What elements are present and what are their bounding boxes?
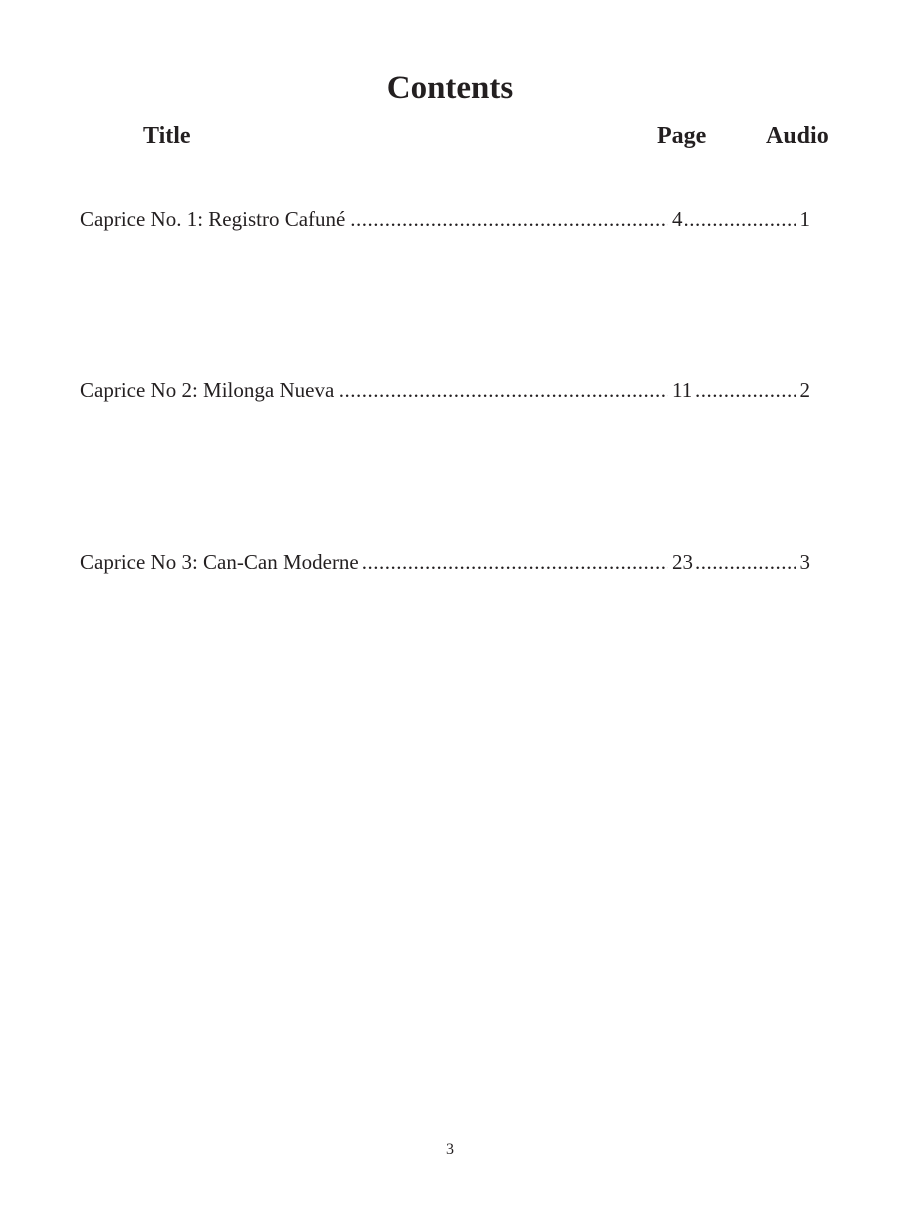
toc-entry-1 — [80, 204, 810, 234]
toc-entry-3 — [80, 547, 810, 577]
entry-page-number: 11 — [672, 375, 694, 405]
page-title: Contents — [386, 70, 514, 107]
column-header-title: Title — [143, 123, 191, 149]
entry-title: Caprice No 2: Milonga Nueva — [80, 375, 338, 405]
entry-title: Caprice No. 1: Registro Cafuné — [80, 204, 349, 234]
entry-page-number: 4 — [672, 204, 685, 234]
column-header-audio: Audio — [766, 123, 829, 149]
entry-audio-track: 3 — [800, 547, 811, 577]
dot-leader — [672, 204, 796, 234]
entry-page-number: 23 — [672, 547, 695, 577]
column-header-page: Page — [657, 123, 707, 149]
entry-audio-track: 1 — [800, 204, 811, 234]
toc-entry-2 — [80, 375, 810, 405]
entry-audio-track: 2 — [800, 375, 811, 405]
page-number: 3 — [446, 1141, 454, 1158]
entry-title: Caprice No 3: Can-Can Moderne — [80, 547, 363, 577]
